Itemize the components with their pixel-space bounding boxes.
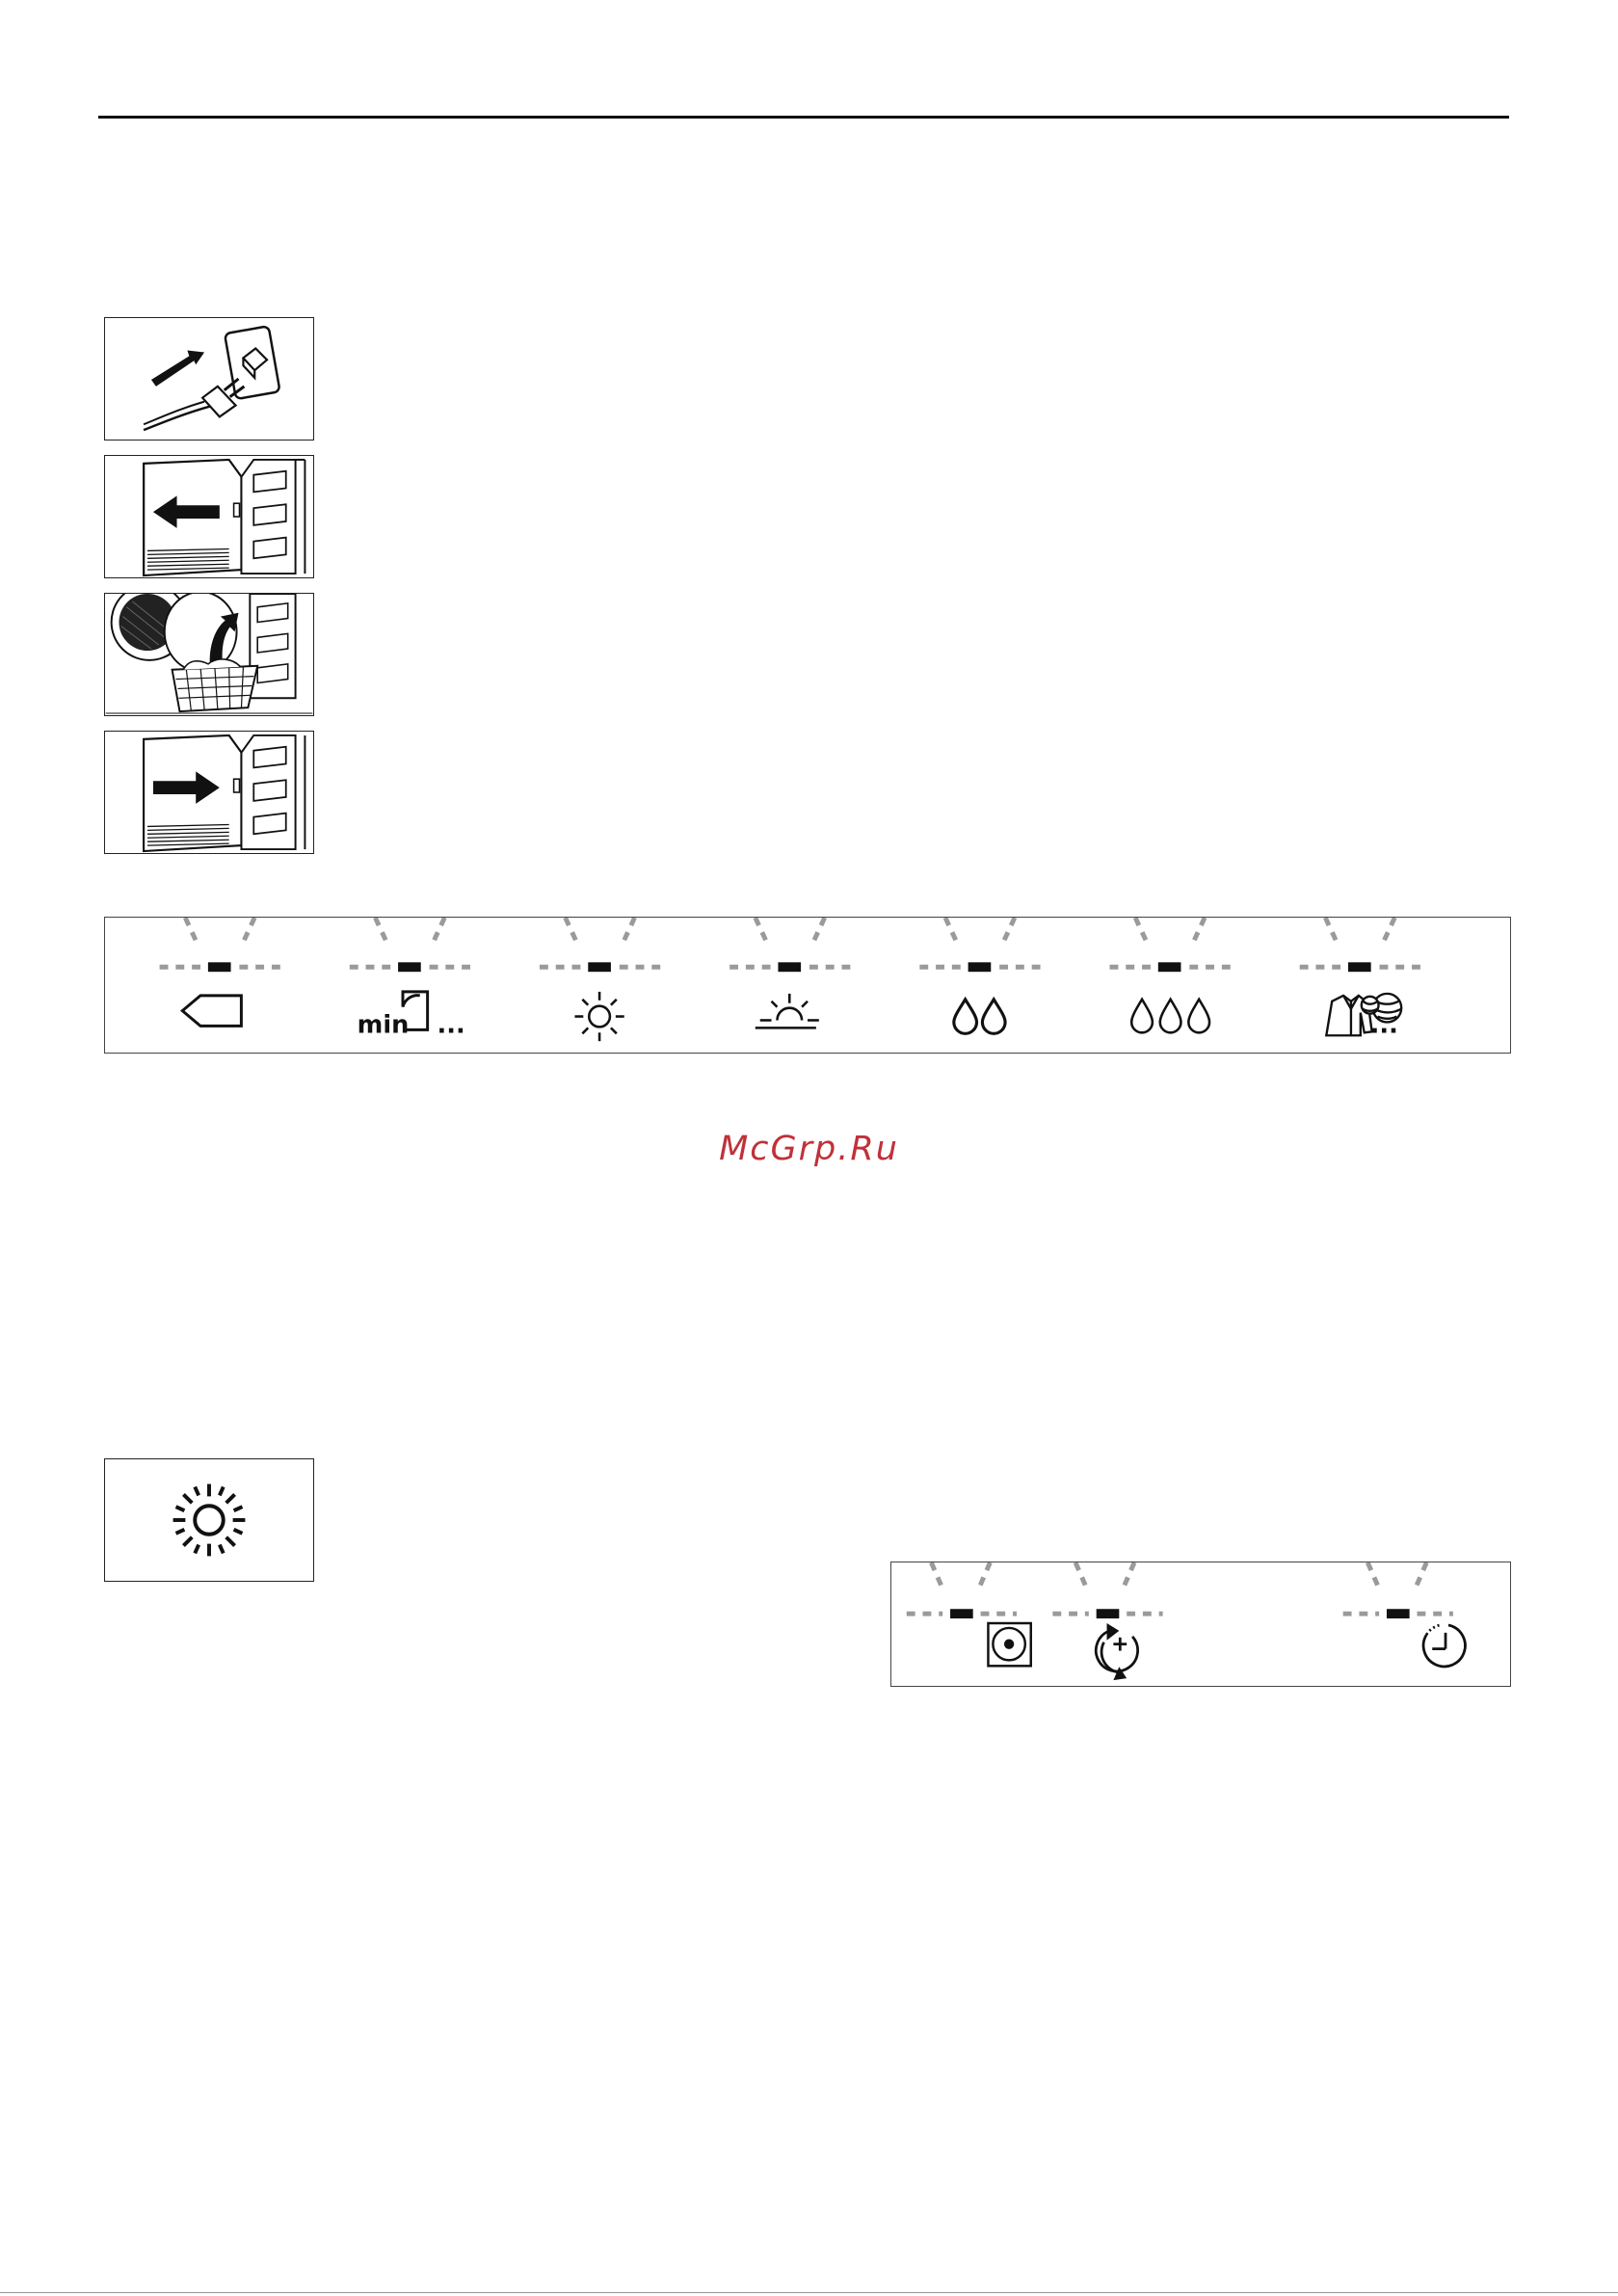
figure-open-door: [104, 455, 314, 578]
drum-icon: [988, 1623, 1030, 1666]
arrow-right-icon: [105, 732, 313, 853]
program-indicator-shirt-wool: [1300, 918, 1421, 1039]
program-indicator-panel: [104, 917, 1511, 1054]
option-indicator-clock: [1343, 1562, 1466, 1667]
label-tag-icon: [182, 996, 241, 1027]
figure-load-laundry: [104, 593, 314, 716]
program-indicator-svg: [105, 918, 1510, 1053]
timer-ellipsis: ...: [437, 1010, 465, 1040]
program-indicator-two-drops: [919, 918, 1041, 1033]
figure-close-door: [104, 731, 314, 854]
option-indicator-svg: [891, 1562, 1510, 1686]
clock-icon: [1423, 1625, 1465, 1667]
option-indicator-refresh-plus: [1052, 1562, 1162, 1680]
figure-sun-option: [104, 1458, 314, 1582]
refresh-plus-icon: [1096, 1623, 1137, 1680]
timer-min-label: min: [357, 1010, 410, 1040]
program-indicator-sun: [540, 918, 661, 1041]
sunrise-icon: [756, 994, 819, 1028]
sun-icon: [574, 992, 623, 1041]
option-indicator-drum: [907, 1562, 1031, 1666]
figure-plug-into-socket: [104, 317, 314, 441]
shirt-wool-ellipsis: ...: [1369, 1010, 1398, 1040]
two-drops-icon: [954, 1000, 1005, 1033]
program-indicator-label: [160, 918, 281, 1026]
option-indicator-panel: [890, 1562, 1511, 1687]
program-indicator-three-drops: [1110, 918, 1232, 1032]
sun-icon: [105, 1459, 313, 1581]
watermark: McGrp.Ru: [719, 1130, 899, 1168]
three-drops-icon: [1131, 1000, 1209, 1033]
top-rule: [98, 116, 1509, 119]
program-indicator-timer: [350, 918, 471, 1039]
bottom-rule: [0, 2292, 1618, 2293]
laundry-basket-icon: [105, 594, 313, 715]
timer-min-icon: [358, 992, 465, 1039]
plug-socket-icon: [105, 318, 313, 440]
arrow-left-icon: [105, 456, 313, 577]
program-indicator-sunrise: [729, 918, 851, 1028]
